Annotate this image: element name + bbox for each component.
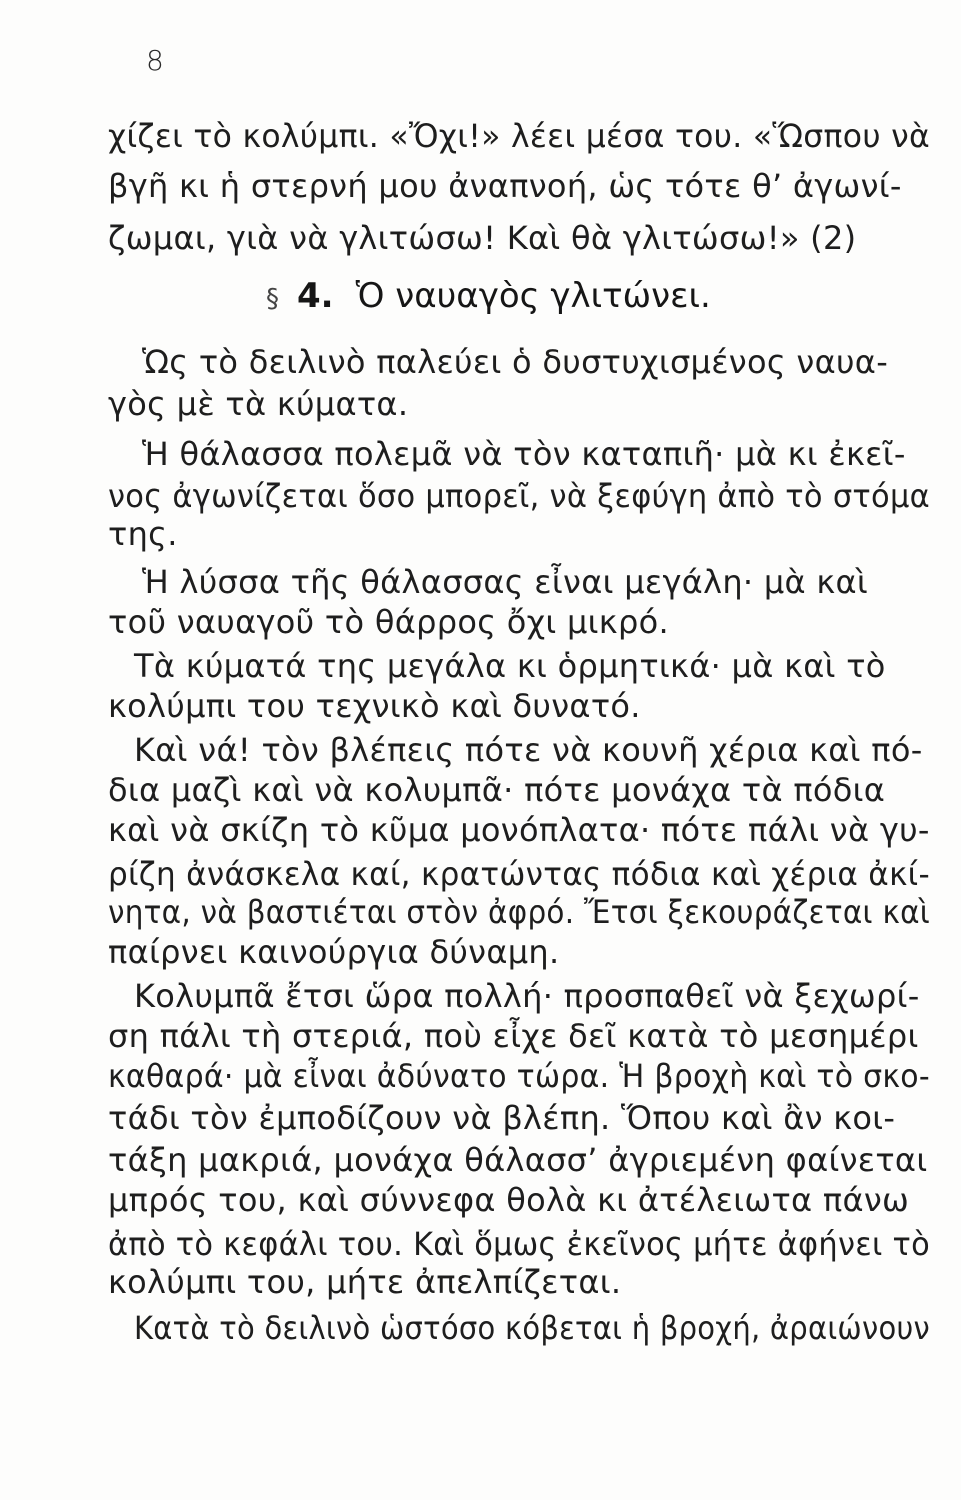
text-line: νος ἀγωνίζεται ὅσο μπορεῖ, νὰ ξεφύγη ἀπὸ τὸ στόμα xyxy=(108,477,931,515)
section-title: Ὁ ναυαγὸς γλιτώνει. xyxy=(355,276,711,316)
text-line: τάξη μακριά, μονάχα θάλασσ’ ἀγριεμένη φαίνεται xyxy=(108,1141,928,1179)
text-line: νητα, νὰ βαστιέται στὸν ἀφρό. Ἔτσι ξεκουράζεται καὶ xyxy=(108,893,931,931)
text-line: κολύμπι του τεχνικὸ καὶ δυνατό. xyxy=(108,687,641,725)
text-line: γὸς μὲ τὰ κύματα. xyxy=(108,385,409,423)
text-line: χίζει τὸ κολύμπι. «Ὄχι!» λέει μέσα του. «Ὥσπου νὰ xyxy=(108,117,931,155)
text-line: της. xyxy=(108,515,178,553)
text-line: μπρός του, καὶ σύννεφα θολὰ κι ἀτέλειωτα πάνω xyxy=(108,1181,910,1219)
text-line: Τὰ κύματά της μεγάλα κι ὁρμητικά· μὰ καὶ τὸ xyxy=(134,647,886,685)
text-line: καθαρά· μὰ εἶναι ἀδύνατο τώρα. Ἡ βροχὴ καὶ τὸ σκο- xyxy=(108,1057,930,1095)
text-line: Ἡ λύσσα τῆς θάλασσας εἶναι μεγάλη· μὰ καὶ xyxy=(142,563,869,601)
text-line: Ὡς τὸ δειλινὸ παλεύει ὁ δυστυχισμένος ναυα- xyxy=(142,343,889,381)
text-line: τοῦ ναυαγοῦ τὸ θάρρος ὄχι μικρό. xyxy=(108,603,669,641)
text-line: Κολυμπᾶ ἔτσι ὥρα πολλή· προσπαθεῖ νὰ ξεχωρί- xyxy=(134,977,920,1015)
text-line: Κατὰ τὸ δειλινὸ ὡστόσο κόβεται ἡ βροχή, ἀραιώνουν xyxy=(134,1309,930,1347)
text-line: ση πάλι τὴ στεριά, ποὺ εἶχε δεῖ κατὰ τὸ μεσημέρι xyxy=(108,1017,919,1055)
section-sign: § xyxy=(266,284,279,314)
text-line: Ἡ θάλασσα πολεμᾶ νὰ τὸν καταπιῆ· μὰ κι ἐκεῖ- xyxy=(142,435,906,473)
text-line: καὶ νὰ σκίζη τὸ κῦμα μονόπλατα· πότε πάλι νὰ γυ- xyxy=(108,811,930,849)
text-line: δια μαζὶ καὶ νὰ κολυμπᾶ· πότε μονάχα τὰ πόδια xyxy=(108,771,886,809)
text-line: Καὶ νά! τὸν βλέπεις πότε νὰ κουνῆ χέρια καὶ πό- xyxy=(134,731,923,769)
text-line: κολύμπι του, μήτε ἀπελπίζεται. xyxy=(108,1263,622,1301)
section-heading xyxy=(266,276,711,319)
text-line: παίρνει καινούργια δύναμη. xyxy=(108,933,560,971)
text-line: ρίζη ἀνάσκελα καί, κρατώντας πόδια καὶ χέρια ἀκί- xyxy=(108,855,930,893)
text-line: βγῆ κι ἡ στερνή μου ἀναπνοή, ὡς τότε θ’ ἀγωνί- xyxy=(108,167,902,205)
page-number: 8 xyxy=(146,44,164,77)
text-line: τάδι τὸν ἐμποδίζουν νὰ βλέπη. Ὅπου καὶ ἂν κοι- xyxy=(108,1099,896,1137)
section-number: 4. xyxy=(297,276,334,316)
text-line: ζωμαι, γιὰ νὰ γλιτώσω! Καὶ θὰ γλιτώσω!» (2) xyxy=(108,219,857,257)
text-line: ἀπὸ τὸ κεφάλι του. Καὶ ὅμως ἐκεῖνος μήτε ἀφήνει τὸ xyxy=(108,1225,931,1263)
